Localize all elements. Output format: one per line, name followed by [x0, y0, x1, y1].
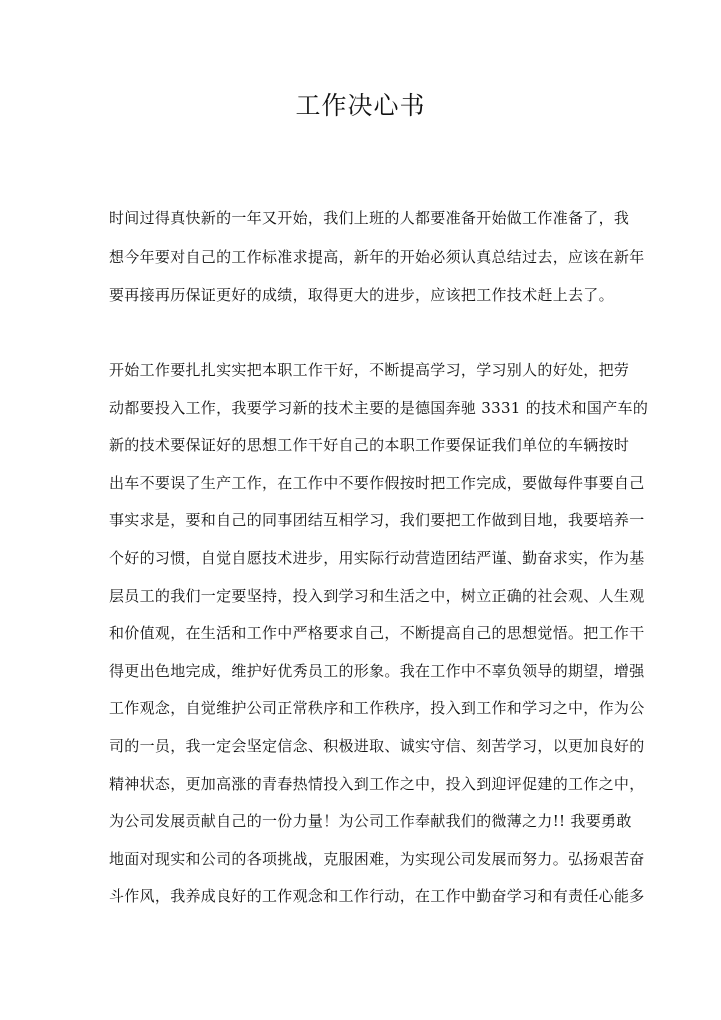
text-line: 想今年要对自己的工作标准求提高，新年的开始必须认真总结过去，应该在新年: [109, 247, 645, 266]
text-line: 工作观念，自觉维护公司正常秩序和工作秩序，投入到工作和学习之中，作为公: [109, 699, 645, 718]
text-line: 开始工作要扎扎实实把本职工作干好，不断提高学习，学习别人的好处，把劳: [109, 361, 630, 379]
text-line: 动都要投入工作，我要学习新的技术主要的是德国奔驰 3331 的技术和国产车的: [109, 398, 649, 417]
text-line: 事实求是，要和自己的同事团结互相学习，我们要把工作做到目地，我要培养一: [109, 511, 645, 530]
paragraph-1: [109, 199, 645, 315]
text-line: 和价值观，在生活和工作中严格要求自己，不断提高自己的思想觉悟。把工作干: [109, 624, 645, 643]
text-line: 新的技术要保证好的思想工作干好自己的本职工作要保证我们单位的车辆按时: [109, 436, 630, 455]
paragraph-2: [109, 352, 649, 916]
text-line: 层员工的我们一定要坚持，投入到学习和生活之中，树立正确的社会观、人生观: [109, 586, 645, 605]
text-line: 司的一员，我一定会坚定信念、积极进取、诚实守信、刻苦学习，以更加良好的: [109, 736, 645, 755]
text-line: 地面对现实和公司的各项挑战，克服困难，为实现公司发展而努力。弘扬艰苦奋: [109, 849, 645, 868]
text-line: 出车不要误了生产工作，在工作中不要作假按时把工作完成，要做每件事要自己: [109, 473, 645, 492]
text-line: 为公司发展贡献自己的一份力量！为公司工作奉献我们的微薄之力!! 我要勇敢: [109, 812, 632, 831]
text-line: 时间过得真快新的一年又开始，我们上班的人都要准备开始做工作准备了，我: [109, 209, 630, 227]
text-line: 精神状态，更加高涨的青春热情投入到工作之中，投入到迎评促建的工作之中，: [109, 774, 645, 793]
text-line: 要再接再历保证更好的成绩，取得更大的进步，应该把工作技术赶上去了。: [109, 286, 614, 304]
document-title: 工作决心书: [295, 91, 426, 120]
text-line: 个好的习惯，自觉自愿技术进步，用实际行动营造团结严谨、勤奋求实，作为基: [109, 548, 645, 567]
text-line: 得更出色地完成，维护好优秀员工的形象。我在工作中不辜负领导的期望，增强: [109, 661, 645, 680]
text-line: 斗作风，我养成良好的工作观念和工作行动，在工作中勤奋学习和有责任心能多: [109, 887, 645, 906]
